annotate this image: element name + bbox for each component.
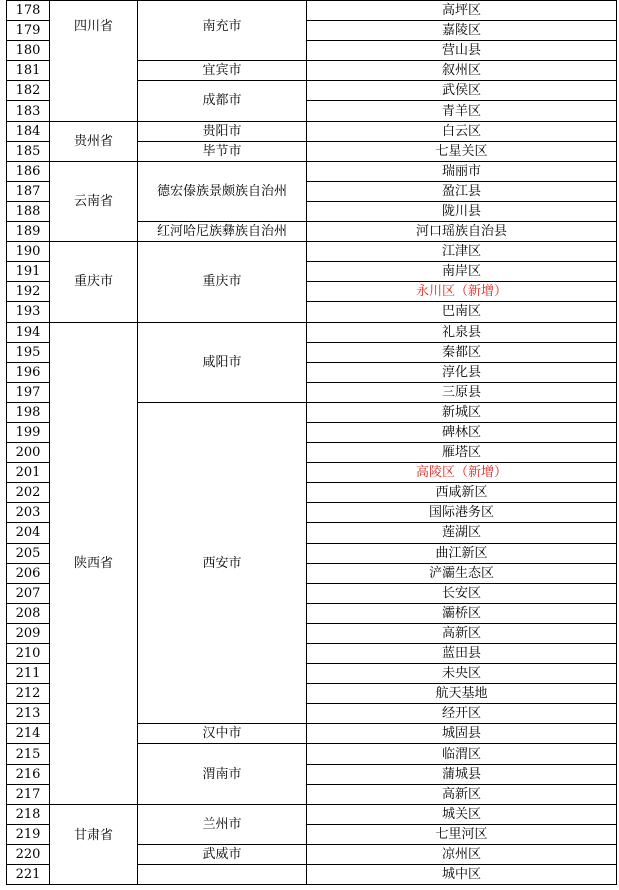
county-cell: 长安区 bbox=[307, 583, 617, 603]
table-row bbox=[7, 242, 617, 262]
city-cell: 贵阳市 bbox=[138, 121, 307, 141]
row-number: 190 bbox=[7, 242, 50, 262]
county-cell: 营山县 bbox=[307, 41, 617, 61]
county-cell: 南岸区 bbox=[307, 262, 617, 282]
county-cell: 国际港务区 bbox=[307, 503, 617, 523]
province-cell: 甘肃省 bbox=[50, 804, 138, 884]
row-number: 201 bbox=[7, 463, 50, 483]
row-number: 197 bbox=[7, 382, 50, 402]
city-cell: 渭南市 bbox=[138, 744, 307, 804]
row-number: 217 bbox=[7, 784, 50, 804]
county-cell: 蒲城县 bbox=[307, 764, 617, 784]
county-cell: 武侯区 bbox=[307, 81, 617, 101]
row-number: 205 bbox=[7, 543, 50, 563]
county-cell-new: 永川区（新增） bbox=[307, 282, 617, 302]
table-row bbox=[7, 322, 617, 342]
row-number: 199 bbox=[7, 422, 50, 442]
city-cell: 南充市 bbox=[138, 1, 307, 61]
county-cell: 七里河区 bbox=[307, 824, 617, 844]
county-cell: 城中区 bbox=[307, 865, 617, 885]
county-cell: 高新区 bbox=[307, 784, 617, 804]
row-number: 216 bbox=[7, 764, 50, 784]
city-cell: 西安市 bbox=[138, 402, 307, 724]
row-number: 184 bbox=[7, 121, 50, 141]
row-number: 219 bbox=[7, 824, 50, 844]
row-number: 213 bbox=[7, 704, 50, 724]
county-cell: 浐灞生态区 bbox=[307, 563, 617, 583]
county-cell: 城关区 bbox=[307, 804, 617, 824]
row-number: 210 bbox=[7, 644, 50, 664]
row-number: 198 bbox=[7, 402, 50, 422]
row-number: 188 bbox=[7, 201, 50, 221]
county-cell: 盈江县 bbox=[307, 181, 617, 201]
county-cell: 莲湖区 bbox=[307, 523, 617, 543]
county-cell: 凉州区 bbox=[307, 844, 617, 864]
city-cell: 武威市 bbox=[138, 844, 307, 864]
county-cell: 蓝田县 bbox=[307, 644, 617, 664]
row-number: 196 bbox=[7, 362, 50, 382]
county-cell-new: 高陵区（新增） bbox=[307, 463, 617, 483]
city-cell: 宜宾市 bbox=[138, 61, 307, 81]
table-row bbox=[7, 804, 617, 824]
row-number: 200 bbox=[7, 443, 50, 463]
county-cell: 白云区 bbox=[307, 121, 617, 141]
city-cell: 汉中市 bbox=[138, 724, 307, 744]
city-cell bbox=[138, 865, 307, 885]
row-number: 220 bbox=[7, 844, 50, 864]
city-cell: 成都市 bbox=[138, 81, 307, 121]
row-number: 192 bbox=[7, 282, 50, 302]
county-cell: 淳化县 bbox=[307, 362, 617, 382]
county-cell: 城固县 bbox=[307, 724, 617, 744]
county-cell: 西咸新区 bbox=[307, 483, 617, 503]
county-cell: 新城区 bbox=[307, 402, 617, 422]
row-number: 208 bbox=[7, 603, 50, 623]
row-number: 189 bbox=[7, 222, 50, 242]
table-row bbox=[7, 121, 617, 141]
county-cell: 陇川县 bbox=[307, 201, 617, 221]
county-cell: 高新区 bbox=[307, 623, 617, 643]
county-cell: 嘉陵区 bbox=[307, 21, 617, 41]
county-cell: 河口瑶族自治县 bbox=[307, 222, 617, 242]
row-number: 182 bbox=[7, 81, 50, 101]
county-cell: 未央区 bbox=[307, 664, 617, 684]
county-cell: 青羊区 bbox=[307, 101, 617, 121]
row-number: 187 bbox=[7, 181, 50, 201]
county-cell: 巴南区 bbox=[307, 302, 617, 322]
city-cell: 兰州市 bbox=[138, 804, 307, 844]
province-cell: 云南省 bbox=[50, 161, 138, 241]
row-number: 204 bbox=[7, 523, 50, 543]
county-cell: 叙州区 bbox=[307, 61, 617, 81]
county-cell: 瑞丽市 bbox=[307, 161, 617, 181]
province-cell: 重庆市 bbox=[50, 242, 138, 322]
county-cell: 曲江新区 bbox=[307, 543, 617, 563]
row-number: 194 bbox=[7, 322, 50, 342]
table-row bbox=[7, 161, 617, 181]
row-number: 206 bbox=[7, 563, 50, 583]
row-number: 193 bbox=[7, 302, 50, 322]
row-number: 180 bbox=[7, 41, 50, 61]
row-number: 212 bbox=[7, 684, 50, 704]
table-row bbox=[7, 1, 617, 21]
county-cell: 秦都区 bbox=[307, 342, 617, 362]
county-cell: 临渭区 bbox=[307, 744, 617, 764]
province-cell: 贵州省 bbox=[50, 121, 138, 161]
province-cell: 四川省 bbox=[50, 1, 138, 122]
row-number: 207 bbox=[7, 583, 50, 603]
row-number: 178 bbox=[7, 1, 50, 21]
county-cell: 碑林区 bbox=[307, 422, 617, 442]
county-cell: 江津区 bbox=[307, 242, 617, 262]
county-cell: 灞桥区 bbox=[307, 603, 617, 623]
row-number: 203 bbox=[7, 503, 50, 523]
county-cell: 三原县 bbox=[307, 382, 617, 402]
row-number: 202 bbox=[7, 483, 50, 503]
county-cell: 礼泉县 bbox=[307, 322, 617, 342]
county-cell: 航天基地 bbox=[307, 684, 617, 704]
county-cell: 七星关区 bbox=[307, 141, 617, 161]
county-cell: 经开区 bbox=[307, 704, 617, 724]
row-number: 215 bbox=[7, 744, 50, 764]
region-table bbox=[6, 0, 617, 885]
row-number: 221 bbox=[7, 865, 50, 885]
row-number: 179 bbox=[7, 21, 50, 41]
city-cell: 德宏傣族景颇族自治州 bbox=[138, 161, 307, 221]
city-cell: 咸阳市 bbox=[138, 322, 307, 402]
row-number: 181 bbox=[7, 61, 50, 81]
row-number: 209 bbox=[7, 623, 50, 643]
row-number: 186 bbox=[7, 161, 50, 181]
row-number: 185 bbox=[7, 141, 50, 161]
row-number: 218 bbox=[7, 804, 50, 824]
row-number: 214 bbox=[7, 724, 50, 744]
county-cell: 雁塔区 bbox=[307, 443, 617, 463]
row-number: 183 bbox=[7, 101, 50, 121]
city-cell: 重庆市 bbox=[138, 242, 307, 322]
county-cell: 高坪区 bbox=[307, 1, 617, 21]
city-cell: 毕节市 bbox=[138, 141, 307, 161]
row-number: 211 bbox=[7, 664, 50, 684]
province-cell: 陕西省 bbox=[50, 322, 138, 804]
row-number: 191 bbox=[7, 262, 50, 282]
row-number: 195 bbox=[7, 342, 50, 362]
city-cell: 红河哈尼族彝族自治州 bbox=[138, 222, 307, 242]
